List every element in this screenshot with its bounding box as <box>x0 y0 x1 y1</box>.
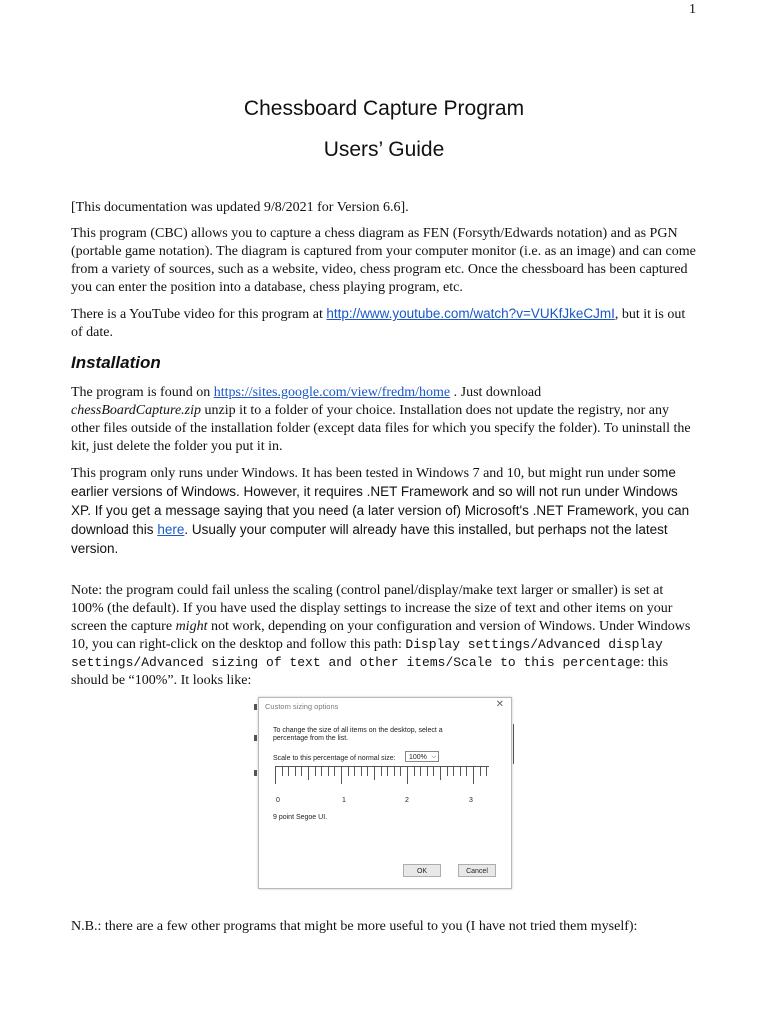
page-number: 1 <box>689 2 696 17</box>
ruler-tick <box>447 766 448 776</box>
dialog-title: Custom sizing options <box>265 702 339 711</box>
ruler-tick <box>315 766 316 776</box>
installation-heading: Installation <box>71 353 161 372</box>
ruler-tick <box>288 766 289 776</box>
ruler-tick <box>480 766 481 776</box>
p2-b: some earlier versions of Windows. However, it requires .NET Framework and so will not run under Windows XP. If you get a message saying that you need (a later version of) Microsoft's .NET Framework, you can download this <box>71 465 690 537</box>
cancel-button: Cancel <box>458 864 496 877</box>
ruler-tick <box>334 766 335 776</box>
nb-section <box>71 918 697 944</box>
screenshot-edge-mark <box>254 770 257 776</box>
screenshot-edge-mark <box>254 704 257 710</box>
youtube-prefix: There is a YouTube video for this program at <box>71 307 327 322</box>
ruler-label: 0 <box>276 797 280 804</box>
ruler-tick <box>308 766 309 780</box>
scaling-note <box>71 582 697 690</box>
ruler-tick <box>433 766 434 776</box>
youtube-paragraph <box>71 305 697 342</box>
close-icon: ✕ <box>495 699 504 710</box>
ruler-tick <box>321 766 322 776</box>
note-b: not work, depending on your configuration and version of Windows. Under Windows 10, you can right-click on the desktop and follow this path: <box>71 619 691 652</box>
ruler-tick <box>348 766 349 776</box>
p2-a: This program only runs under Windows. It has been tested in Windows 7 and 10, but might run under <box>71 466 643 481</box>
scale-ruler <box>275 766 489 784</box>
youtube-link[interactable]: http://www.youtube.com/watch?v=VUKfJkeCJmI <box>326 306 615 321</box>
ruler-tick <box>301 766 302 776</box>
ruler-tick <box>486 766 487 776</box>
ruler-tick <box>367 766 368 776</box>
screenshot-edge-mark <box>513 724 514 764</box>
ruler-tick <box>354 766 355 776</box>
ruler-tick <box>374 766 375 780</box>
updated-note: [This documentation was updated 9/8/2021 for Version 6.6]. <box>71 200 409 215</box>
document-body <box>71 199 697 698</box>
note-a: Note: the program could fail unless the scaling (control panel/display/make text larger or smaller) is set at 100% (the default). If you have used the display settings to increase the size of text and other items on your screen the capture <box>71 583 673 634</box>
dialog-description: To change the size of all items on the desktop, select a percentage from the list. <box>273 727 443 742</box>
nb-paragraph: N.B.: there are a few other programs that might be more useful to you (I have not tried them myself): <box>71 919 638 934</box>
scale-label: Scale to this percentage of normal size: <box>273 755 396 762</box>
scale-select <box>405 751 439 762</box>
ruler-label: 2 <box>405 797 409 804</box>
title-line-1: Chessboard Capture Program <box>243 97 525 120</box>
ruler-tick <box>460 766 461 776</box>
p1-prefix: The program is found on <box>71 385 214 400</box>
ruler-tick <box>328 766 329 776</box>
ruler-tick <box>427 766 428 776</box>
note-emphasis: might <box>175 619 208 634</box>
ruler-tick <box>275 766 276 784</box>
font-note: 9 point Segoe UI. <box>273 814 328 821</box>
ok-button: OK <box>403 864 441 877</box>
screenshot-edge-mark <box>254 735 257 741</box>
ruler-tick <box>387 766 388 776</box>
ruler-tick <box>466 766 467 776</box>
installation-paragraph-2 <box>71 464 697 559</box>
scale-value: 100% <box>409 754 427 761</box>
ruler-tick <box>394 766 395 776</box>
ruler-tick <box>381 766 382 776</box>
dotnet-download-link[interactable]: here <box>157 522 185 537</box>
ruler-tick <box>420 766 421 776</box>
youtube-suffix: , but it is out of date. <box>71 307 686 340</box>
p2-c: . Usually your computer will already have this installed, but perhaps not the latest version. <box>71 522 668 556</box>
custom-sizing-dialog-image <box>258 697 512 889</box>
ruler-tick <box>295 766 296 776</box>
document-title <box>0 88 768 170</box>
chevron-down-icon: ⌵ <box>431 754 436 760</box>
ruler-label: 1 <box>342 797 346 804</box>
download-site-link[interactable]: https://sites.google.com/view/fredm/home <box>213 385 451 400</box>
p1-suffix: unzip it to a folder of your choice. Installation does not update the registry, nor any other files outside of the installation folder (except data files for which you specify the folder). To uninstall the kit, just delete the folder you put it in. <box>71 403 691 454</box>
ruler-tick <box>282 766 283 776</box>
ruler-tick <box>453 766 454 776</box>
ruler-tick <box>440 766 441 780</box>
ruler-tick <box>400 766 401 776</box>
ruler-tick <box>361 766 362 776</box>
settings-path: Display settings/Advanced display settings/Advanced sizing of text and other items/Scale to this percentage <box>71 637 663 670</box>
installation-paragraph-1 <box>71 384 697 456</box>
zip-filename: chessBoardCapture.zip <box>71 403 202 418</box>
ruler-tick <box>414 766 415 776</box>
ruler-label: 3 <box>469 797 473 804</box>
p1-mid: . Just download <box>450 385 542 400</box>
ruler-tick <box>341 766 342 784</box>
intro-paragraph: This program (CBC) allows you to capture a chess diagram as FEN (Forsyth/Edwards notation) and as PGN (portable game notation). The diagram is captured from your computer monitor (i.e. as an image) and can come from a variety of sources, such as a website, video, chess program etc. Once the chessboard has been captured you can enter the position into a database, chess playing program, etc. <box>71 226 696 295</box>
ruler-tick <box>473 766 474 784</box>
ruler-tick <box>407 766 408 784</box>
title-line-2: Users’ Guide <box>323 138 445 161</box>
note-c: : this should be “100%”. It looks like: <box>71 655 669 688</box>
